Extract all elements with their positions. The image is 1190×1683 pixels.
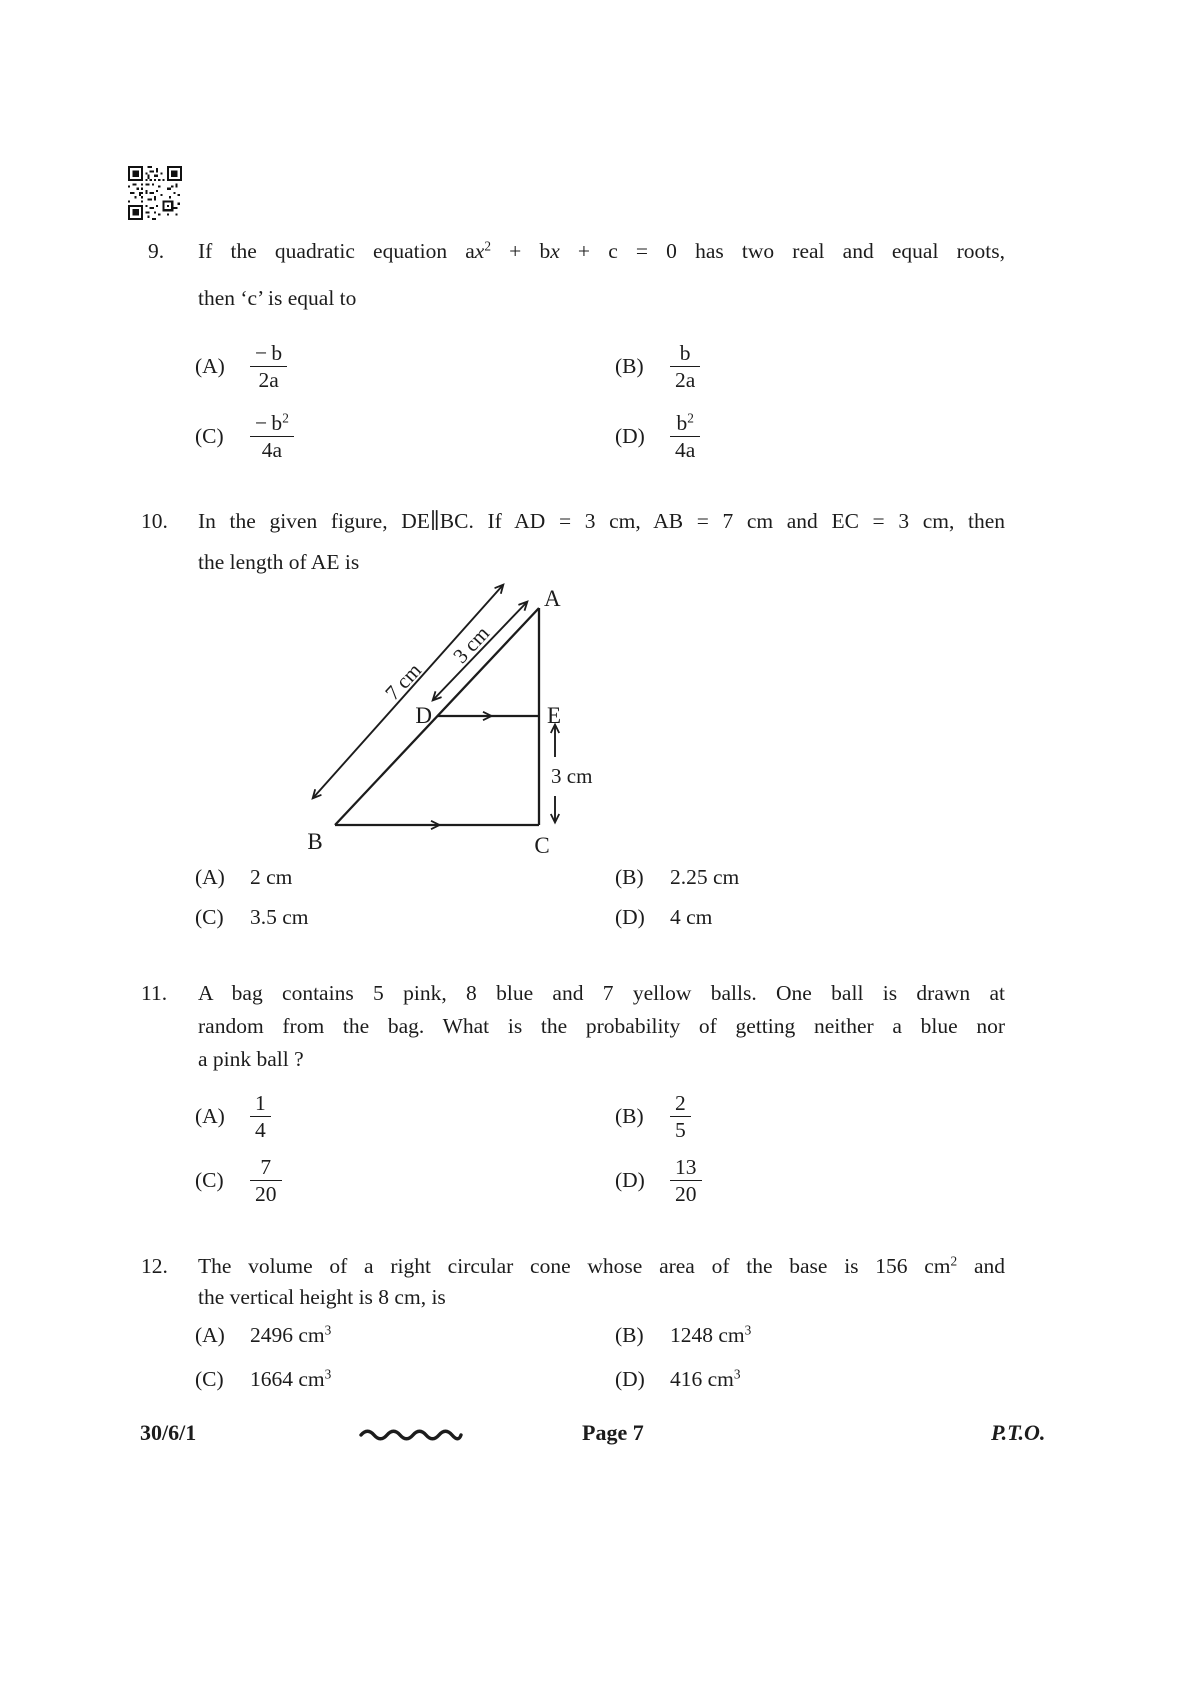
option-D <box>615 1367 741 1392</box>
fraction <box>250 411 294 462</box>
vertex-label-b: B <box>307 829 323 854</box>
options-row <box>195 1367 1010 1394</box>
fraction-numerator: 7 <box>260 1155 272 1179</box>
question-number: 12. <box>141 1254 168 1278</box>
ad-length-label: 3 cm <box>448 621 495 668</box>
fraction-numerator: − b <box>255 341 283 365</box>
question-text-line: A bag contains 5 pink, 8 blue and 7 yellow balls. One ball is drawn at <box>198 981 1005 1005</box>
option-value: 416 $cm^3$ <box>670 1366 741 1391</box>
options-row <box>195 865 1010 892</box>
fraction <box>670 1155 702 1206</box>
fraction-denominator: 20 <box>675 1182 697 1206</box>
option-label: (C) <box>195 905 224 929</box>
fraction-denominator: 4a <box>675 438 696 462</box>
option-B <box>615 341 700 392</box>
fraction-numerator: 1 <box>255 1091 266 1115</box>
fraction-numerator: $b^2$ <box>676 410 694 435</box>
option-label: (C) <box>195 424 224 448</box>
option-label: (B) <box>615 1323 644 1347</box>
fraction <box>250 1091 271 1142</box>
option-C <box>195 1155 282 1206</box>
options-row <box>195 905 1010 932</box>
option-label: (A) <box>195 1104 225 1128</box>
option-D <box>615 1155 702 1206</box>
option-C <box>195 905 309 930</box>
option-A <box>195 341 287 392</box>
vertex-label-d: D <box>415 703 432 728</box>
fraction-denominator: 2a <box>258 368 279 392</box>
options-row <box>195 1091 1010 1143</box>
option-A <box>195 1091 271 1142</box>
option-D <box>615 905 712 930</box>
option-value: 4 cm <box>670 905 713 929</box>
fraction-numerator: − $b^2$ <box>255 410 289 435</box>
squiggle-icon <box>358 1426 464 1444</box>
option-B <box>615 1323 751 1348</box>
option-C <box>195 1367 331 1392</box>
fraction <box>670 1091 691 1142</box>
option-B <box>615 1091 691 1142</box>
option-A <box>195 1323 331 1348</box>
qr-code <box>128 166 182 220</box>
question-number: 10. <box>141 509 168 533</box>
triangle-figure <box>280 560 620 860</box>
question-text-line: If the quadratic equation $ax^2$ + bx + c = 0 has two real and equal roots, <box>198 238 1005 263</box>
question-text-line: The volume of a right circular cone whose area of the base is 156 $cm^2$ and <box>198 1253 1005 1278</box>
fraction-denominator: 4 <box>255 1118 266 1142</box>
fraction-numerator: 13 <box>675 1155 697 1179</box>
fraction-denominator: 2a <box>675 368 696 392</box>
option-A <box>195 865 292 890</box>
option-label: (D) <box>615 1168 645 1192</box>
question-text-line: In the given figure, DE∥BC. If AD = 3 cm, AB = 7 cm and EC = 3 cm, then <box>198 509 1005 533</box>
option-value: 1664 $cm^3$ <box>250 1366 332 1391</box>
fraction-numerator: b <box>679 341 691 365</box>
fraction-denominator: 20 <box>255 1182 277 1206</box>
option-label: (C) <box>195 1168 224 1192</box>
question-number: 11. <box>141 981 168 1005</box>
question-text-line: random from the bag. What is the probability of getting neither a blue nor <box>198 1014 1005 1038</box>
option-label: (A) <box>195 865 225 889</box>
pto-label: P.T.O. <box>991 1420 1046 1445</box>
vertex-label-a: A <box>544 586 561 611</box>
fraction <box>250 341 287 392</box>
option-C <box>195 411 294 462</box>
question-text-line: the vertical height is 8 cm, is <box>198 1285 446 1309</box>
option-label: (B) <box>615 354 644 378</box>
option-value: 1248 $cm^3$ <box>670 1322 752 1347</box>
fraction-denominator: 5 <box>675 1118 686 1142</box>
question-text-line: the length of AE is <box>198 550 360 574</box>
option-label: (D) <box>615 424 645 448</box>
options-row <box>195 1155 1010 1207</box>
fraction <box>250 1155 282 1206</box>
option-label: (D) <box>615 905 645 929</box>
page-number: Page 7 <box>582 1420 644 1445</box>
option-label: (B) <box>615 1104 644 1128</box>
question-text-line: then ‘c’ is equal to <box>198 286 357 310</box>
fraction <box>670 411 700 462</box>
option-label: (C) <box>195 1367 224 1391</box>
option-value: 2.25 cm <box>670 865 740 889</box>
options-row <box>195 341 1010 393</box>
ec-length-label: 3 cm <box>551 764 593 788</box>
option-label: (B) <box>615 865 644 889</box>
option-B <box>615 865 739 890</box>
option-D <box>615 411 700 462</box>
option-label: (A) <box>195 354 225 378</box>
option-label: (D) <box>615 1367 645 1391</box>
option-value: 2496 $cm^3$ <box>250 1322 332 1347</box>
option-value: 2 cm <box>250 865 293 889</box>
option-value: 3.5 cm <box>250 905 309 929</box>
option-label: (A) <box>195 1323 225 1347</box>
fraction-numerator: 2 <box>675 1091 686 1115</box>
question-text-line: a pink ball ? <box>198 1047 304 1071</box>
options-row <box>195 1323 1010 1350</box>
question-number: 9. <box>148 239 165 263</box>
fraction <box>670 341 700 392</box>
ab-length-label: 7 cm <box>380 658 427 705</box>
fraction-denominator: 4a <box>261 438 283 462</box>
vertex-label-e: E <box>547 703 562 728</box>
set-code: 30/6/1 <box>140 1420 197 1445</box>
vertex-label-c: C <box>534 833 550 858</box>
options-row <box>195 411 1010 463</box>
